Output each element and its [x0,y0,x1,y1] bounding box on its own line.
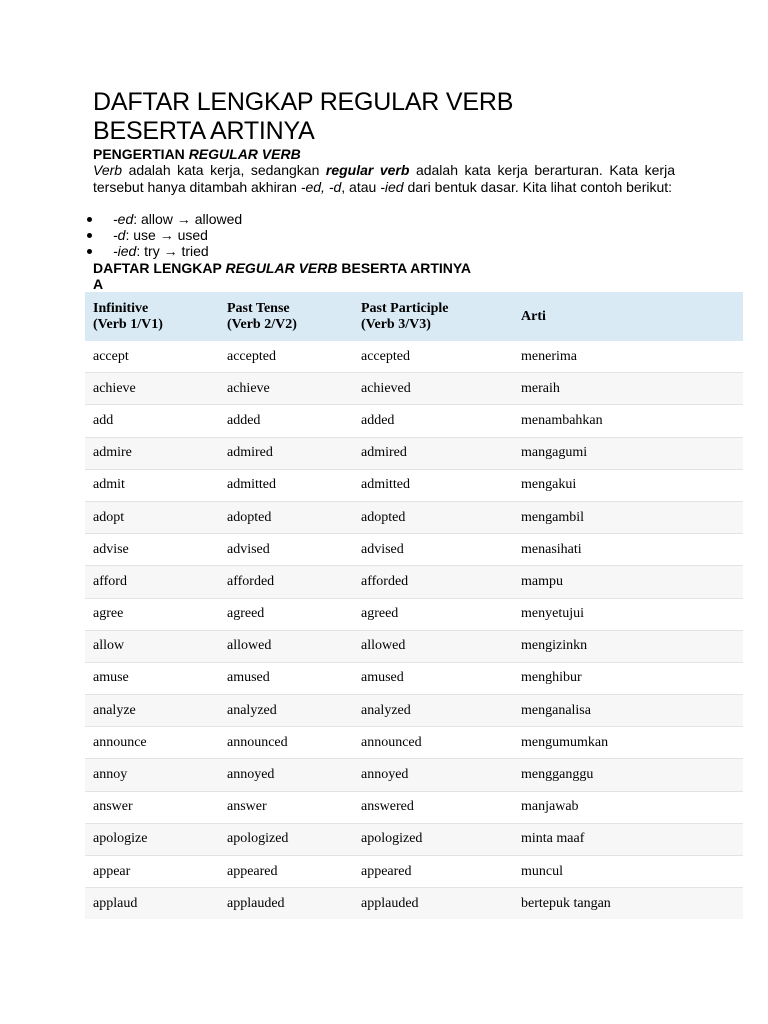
table-row [85,405,743,437]
cell-past-tense: adopted [219,501,353,533]
table-row [85,373,743,405]
cell-past-participle: accepted [353,341,513,373]
cell-past-participle: advised [353,534,513,566]
list-heading-italic: REGULAR VERB [225,260,338,276]
cell-past-tense: analyzed [219,695,353,727]
cell-past-participle: allowed [353,630,513,662]
cell-arti: menasihati [513,534,743,566]
cell-infinitive: advise [85,534,219,566]
cell-past-participle: answered [353,791,513,823]
cell-arti: mengambil [513,501,743,533]
cell-infinitive: appear [85,856,219,888]
cell-arti: minta maaf [513,823,743,855]
para-suffix-d: -d [328,178,342,195]
cell-past-tense: admired [219,437,353,469]
definition-paragraph [93,162,675,195]
cell-infinitive: achieve [85,373,219,405]
header-line: (Verb 1/V1) [93,316,163,332]
table-row [85,856,743,888]
example-item [85,227,242,243]
cell-infinitive: apologize [85,823,219,855]
cell-past-tense: allowed [219,630,353,662]
cell-past-participle: amused [353,662,513,694]
example-item [85,211,242,227]
list-heading [93,260,471,276]
example-text: : allow → allowed [133,211,243,227]
cell-infinitive: accept [85,341,219,373]
cell-infinitive: admire [85,437,219,469]
cell-infinitive: analyze [85,695,219,727]
header-past-participle [353,292,513,341]
definition-heading-italic: REGULAR VERB [188,146,301,162]
cell-past-tense: answer [219,791,353,823]
table-row [85,501,743,533]
cell-infinitive: answer [85,791,219,823]
cell-past-participle: achieved [353,373,513,405]
cell-past-tense: added [219,405,353,437]
cell-past-participle: adopted [353,501,513,533]
bullet-icon [87,217,92,222]
header-line: Arti [521,308,546,324]
cell-past-tense: announced [219,727,353,759]
example-suffix: -d [113,227,126,244]
cell-past-participle: apologized [353,823,513,855]
cell-past-tense: agreed [219,598,353,630]
cell-arti: muncul [513,856,743,888]
cell-arti: bertepuk tangan [513,888,743,920]
table-row [85,662,743,694]
table-row [85,759,743,791]
header-line: Past Participle [361,300,449,316]
cell-arti: mengizinkn [513,630,743,662]
table-row [85,566,743,598]
cell-past-tense: annoyed [219,759,353,791]
definition-heading [93,146,301,162]
table-row [85,341,743,373]
cell-arti: menyetujui [513,598,743,630]
cell-past-tense: amused [219,662,353,694]
para-regular-verb: regular verb [325,162,410,178]
cell-arti: menghibur [513,662,743,694]
header-past-tense [219,292,353,341]
table-row [85,437,743,469]
cell-past-tense: advised [219,534,353,566]
section-letter: A [93,276,104,292]
cell-infinitive: allow [85,630,219,662]
example-text: : use → used [125,227,208,244]
cell-infinitive: admit [85,469,219,501]
example-text: : try → tried [136,243,209,260]
table-row [85,598,743,630]
cell-arti: mengganggu [513,759,743,791]
cell-infinitive: afford [85,566,219,598]
table-row [85,888,743,920]
title-line-1: DAFTAR LENGKAP REGULAR VERB [93,88,514,116]
cell-arti: mengakui [513,469,743,501]
header-line: (Verb 2/V2) [227,316,297,332]
para-suffix-ied: -ied [380,178,404,195]
cell-infinitive: add [85,405,219,437]
example-item [85,243,242,259]
cell-arti: menerima [513,341,743,373]
cell-past-participle: afforded [353,566,513,598]
cell-past-participle: admired [353,437,513,469]
cell-arti: manjawab [513,791,743,823]
cell-past-participle: admitted [353,469,513,501]
cell-past-participle: applauded [353,888,513,920]
table-header-row [85,292,743,341]
table-row [85,630,743,662]
cell-past-tense: admitted [219,469,353,501]
header-line: (Verb 3/V3) [361,316,431,332]
table-row [85,695,743,727]
list-heading-prefix: DAFTAR LENGKAP [93,260,226,276]
example-list [85,211,242,260]
table-row [85,534,743,566]
cell-arti: mampu [513,566,743,598]
title-line-2: BESERTA ARTINYA [93,117,315,145]
bullet-icon [87,249,92,254]
cell-past-tense: applauded [219,888,353,920]
example-suffix: -ied [113,243,137,260]
cell-past-participle: announced [353,727,513,759]
cell-arti: mangagumi [513,437,743,469]
cell-arti: menganalisa [513,695,743,727]
para-verb: Verb [93,162,123,178]
table-row [85,469,743,501]
cell-past-tense: accepted [219,341,353,373]
cell-infinitive: amuse [85,662,219,694]
cell-past-participle: annoyed [353,759,513,791]
cell-infinitive: annoy [85,759,219,791]
list-heading-suffix: BESERTA ARTINYA [337,260,472,276]
cell-past-tense: apologized [219,823,353,855]
cell-arti: meraih [513,373,743,405]
definition-heading-prefix: PENGERTIAN [93,146,189,162]
header-line: Past Tense [227,300,290,316]
header-arti [513,292,743,341]
example-suffix: -ed [113,211,134,227]
cell-infinitive: agree [85,598,219,630]
header-line: Infinitive [93,300,149,316]
cell-past-participle: agreed [353,598,513,630]
table-row [85,823,743,855]
cell-past-participle: appeared [353,856,513,888]
para-text-3: , atau [341,178,381,195]
verb-table [85,292,743,919]
para-text-2: adalah kata kerja berarturan. Kata kerja tersebut hanya ditambah akhiran [93,162,675,195]
cell-past-participle: analyzed [353,695,513,727]
table-row [85,727,743,759]
cell-infinitive: announce [85,727,219,759]
para-text-1: adalah kata kerja, sedangkan [122,162,326,178]
bullet-icon [87,233,92,238]
table-body [85,341,743,919]
cell-arti: menambahkan [513,405,743,437]
cell-infinitive: adopt [85,501,219,533]
para-suffix-ed: -ed, [300,178,325,195]
cell-infinitive: applaud [85,888,219,920]
table-row [85,791,743,823]
table-header [85,292,743,341]
cell-past-tense: achieve [219,373,353,405]
cell-arti: mengumumkan [513,727,743,759]
cell-past-tense: appeared [219,856,353,888]
cell-past-participle: added [353,405,513,437]
para-text-4: dari bentuk dasar. Kita lihat contoh berikut: [403,178,673,195]
document-title [93,88,713,146]
header-infinitive [85,292,219,341]
cell-past-tense: afforded [219,566,353,598]
